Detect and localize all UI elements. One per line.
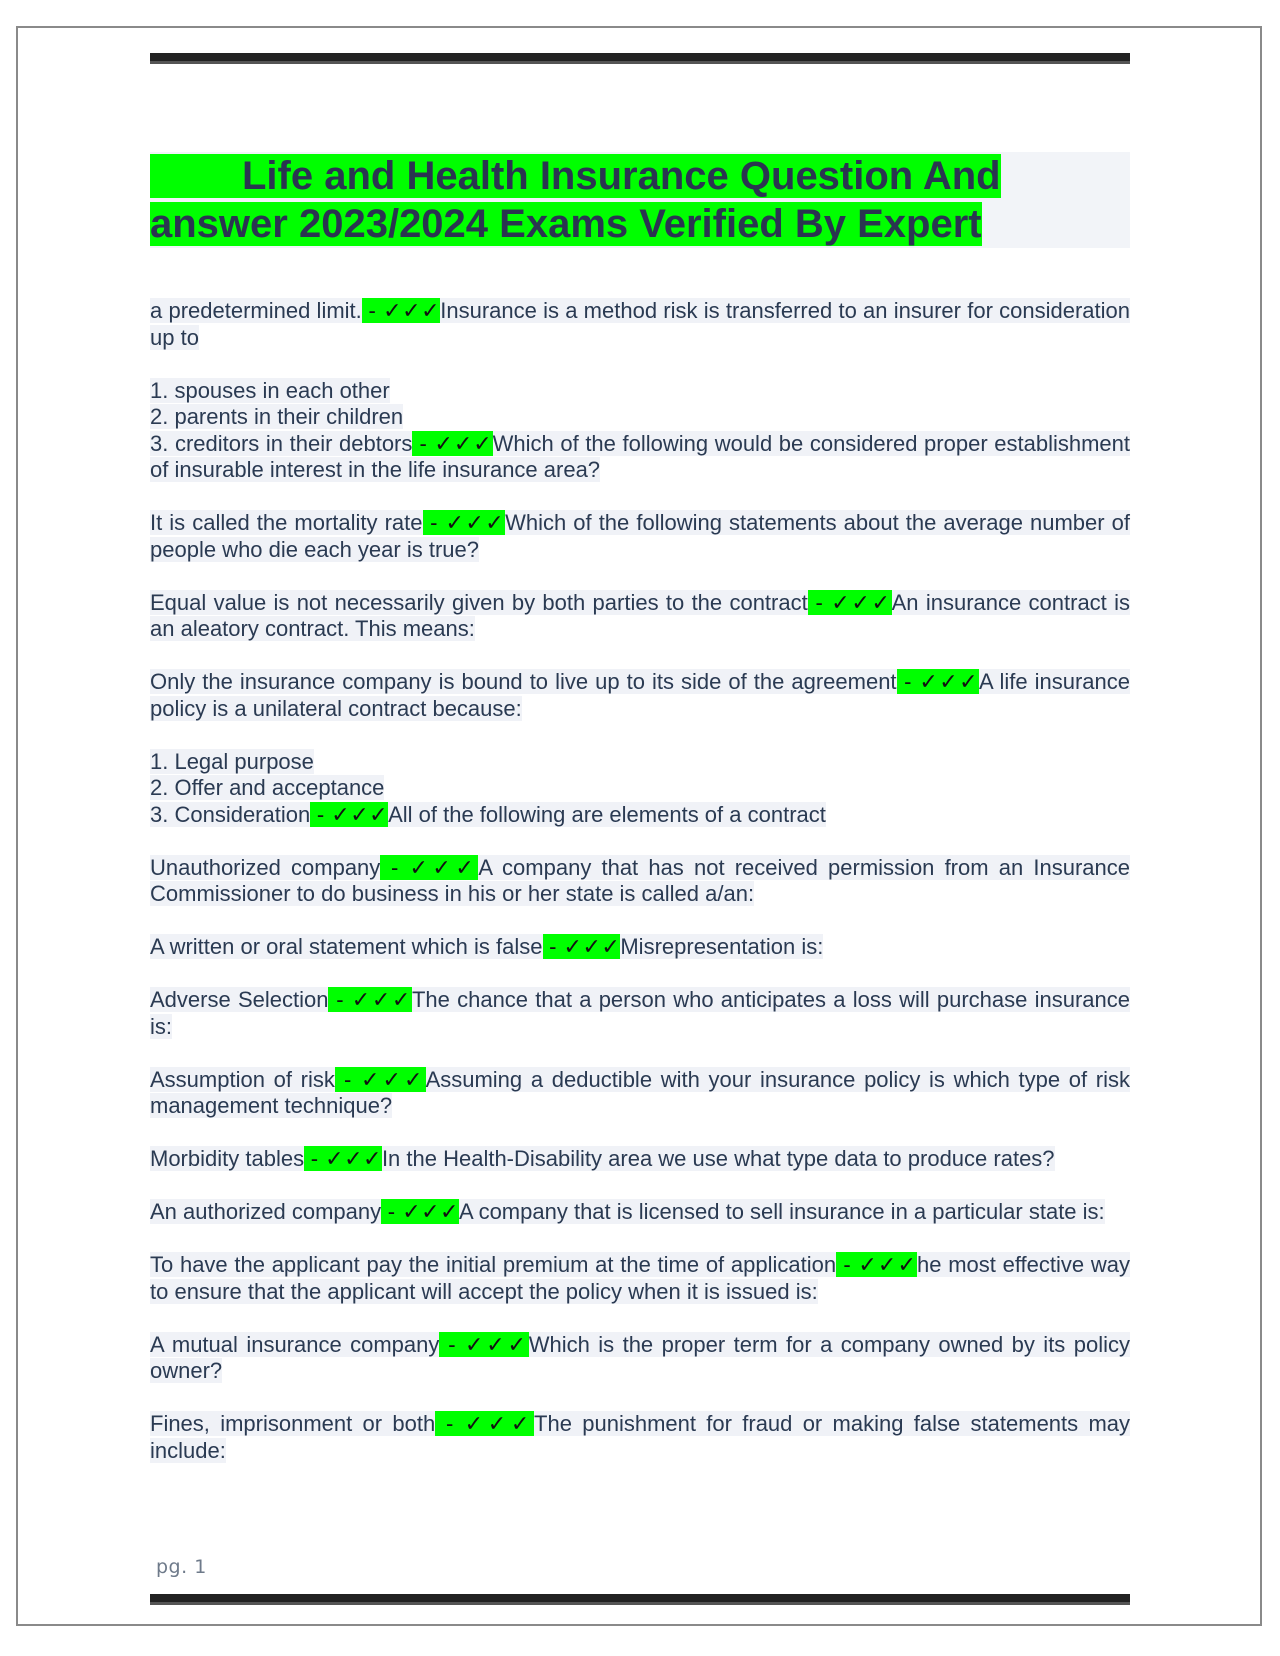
question-text: Insurance is a method risk is transferred to an insurer for consideration up to <box>150 298 1130 350</box>
question-text: A company that has not received permission from an Insurance Commissioner to do business in his or her state is called a/an: <box>150 854 1130 906</box>
check-marker: - ✓✓✓ <box>542 934 621 959</box>
qa-item <box>150 590 1130 643</box>
answer-text: Adverse Selection <box>150 987 329 1012</box>
qa-item <box>150 1411 1130 1464</box>
footer-rule <box>150 1594 1130 1605</box>
list-item: 2. Offer and acceptance <box>150 775 385 800</box>
check-marker: - ✓✓✓ <box>896 669 979 694</box>
check-marker: - ✓✓✓ <box>422 510 506 535</box>
qa-item <box>150 987 1130 1040</box>
check-marker: - ✓✓✓ <box>334 1066 426 1092</box>
qa-item <box>150 1199 1130 1226</box>
answer-text: Only the insurance company is bound to live up to its side of the agreement <box>150 669 897 694</box>
question-text: All of the following are elements of a contract <box>388 801 826 827</box>
answer-text: Equal value is not necessarily given by both parties to the contract <box>150 589 808 615</box>
answer-text: a predetermined limit. <box>150 298 362 323</box>
qa-item <box>150 1332 1130 1385</box>
page-number: pg. 1 <box>156 1556 207 1578</box>
qa-item <box>150 1146 1130 1173</box>
answer-text: Fines, imprisonment or both <box>150 1411 436 1436</box>
question-text: he most effective way to ensure that the applicant will accept the policy when it is issued is: <box>150 1252 1130 1304</box>
qa-item <box>150 298 1130 351</box>
answer-text: 3. Consideration <box>150 801 311 827</box>
qa-item <box>150 378 1130 484</box>
title-line-1: Life and Health Insurance Question And <box>242 154 1001 198</box>
question-text: In the Health-Disability area we use what type data to produce rates? <box>381 1146 1055 1171</box>
check-marker: - ✓✓✓ <box>310 801 389 827</box>
qa-item <box>150 1067 1130 1120</box>
page-title <box>150 152 1130 248</box>
qa-item <box>150 1252 1130 1305</box>
list-item: 2. parents in their children <box>150 404 404 429</box>
list-item: 1. spouses in each other <box>150 377 390 403</box>
check-marker: - ✓✓✓ <box>380 854 479 880</box>
question-text: An insurance contract is an aleatory contract. This means: <box>150 589 1131 641</box>
check-marker: - ✓✓✓ <box>836 1252 918 1277</box>
question-text: Which of the following would be considered proper establishment of insurable interest in the life insurance area? <box>150 430 1130 482</box>
answer-text: A written or oral statement which is false <box>150 934 543 959</box>
answer-text: Assumption of risk <box>150 1066 335 1092</box>
question-text: A company that is licensed to sell insurance in a particular state is: <box>459 1199 1105 1224</box>
answer-text: 3. creditors in their debtors <box>150 430 413 456</box>
qa-content <box>150 298 1130 1464</box>
check-marker: - ✓✓✓ <box>381 1199 459 1224</box>
qa-item <box>150 855 1130 908</box>
title-line-2: answer 2023/2024 Exams Verified By Expert <box>150 202 982 246</box>
check-marker: - ✓✓✓ <box>807 589 892 615</box>
check-marker: - ✓✓✓ <box>304 1146 382 1171</box>
check-marker: - ✓✓✓ <box>439 1331 529 1357</box>
question-text: Which is the proper term for a company owned by its policy owner? <box>150 1331 1130 1383</box>
qa-item <box>150 934 1130 961</box>
question-text: The chance that a person who anticipates a loss will purchase insurance is: <box>150 987 1130 1039</box>
qa-item <box>150 669 1130 722</box>
header-rule <box>150 53 1130 64</box>
check-marker: - ✓✓✓ <box>361 298 441 323</box>
answer-text: A mutual insurance company <box>150 1331 440 1357</box>
check-marker: - ✓✓✓ <box>435 1411 535 1436</box>
check-marker: - ✓✓✓ <box>412 430 493 456</box>
question-text: Assuming a deductible with your insurance policy is which type of risk management technique? <box>150 1066 1130 1118</box>
answer-text: Unauthorized company <box>150 854 381 880</box>
question-text: A life insurance policy is a unilateral contract because: <box>150 669 1130 721</box>
list-item: 1. Legal purpose <box>150 748 314 774</box>
question-text: Which of the following statements about the average number of people who die each year is true? <box>150 510 1130 562</box>
answer-text: To have the applicant pay the initial premium at the time of application <box>150 1252 837 1277</box>
answer-text: An authorized company <box>150 1199 382 1224</box>
qa-item <box>150 749 1130 829</box>
answer-text: Morbidity tables <box>150 1146 305 1171</box>
qa-item <box>150 510 1130 563</box>
question-text: The punishment for fraud or making false statements may include: <box>150 1411 1131 1463</box>
check-marker: - ✓✓✓ <box>328 987 412 1012</box>
answer-text: It is called the mortality rate <box>150 510 423 535</box>
question-text: Misrepresentation is: <box>620 934 824 959</box>
